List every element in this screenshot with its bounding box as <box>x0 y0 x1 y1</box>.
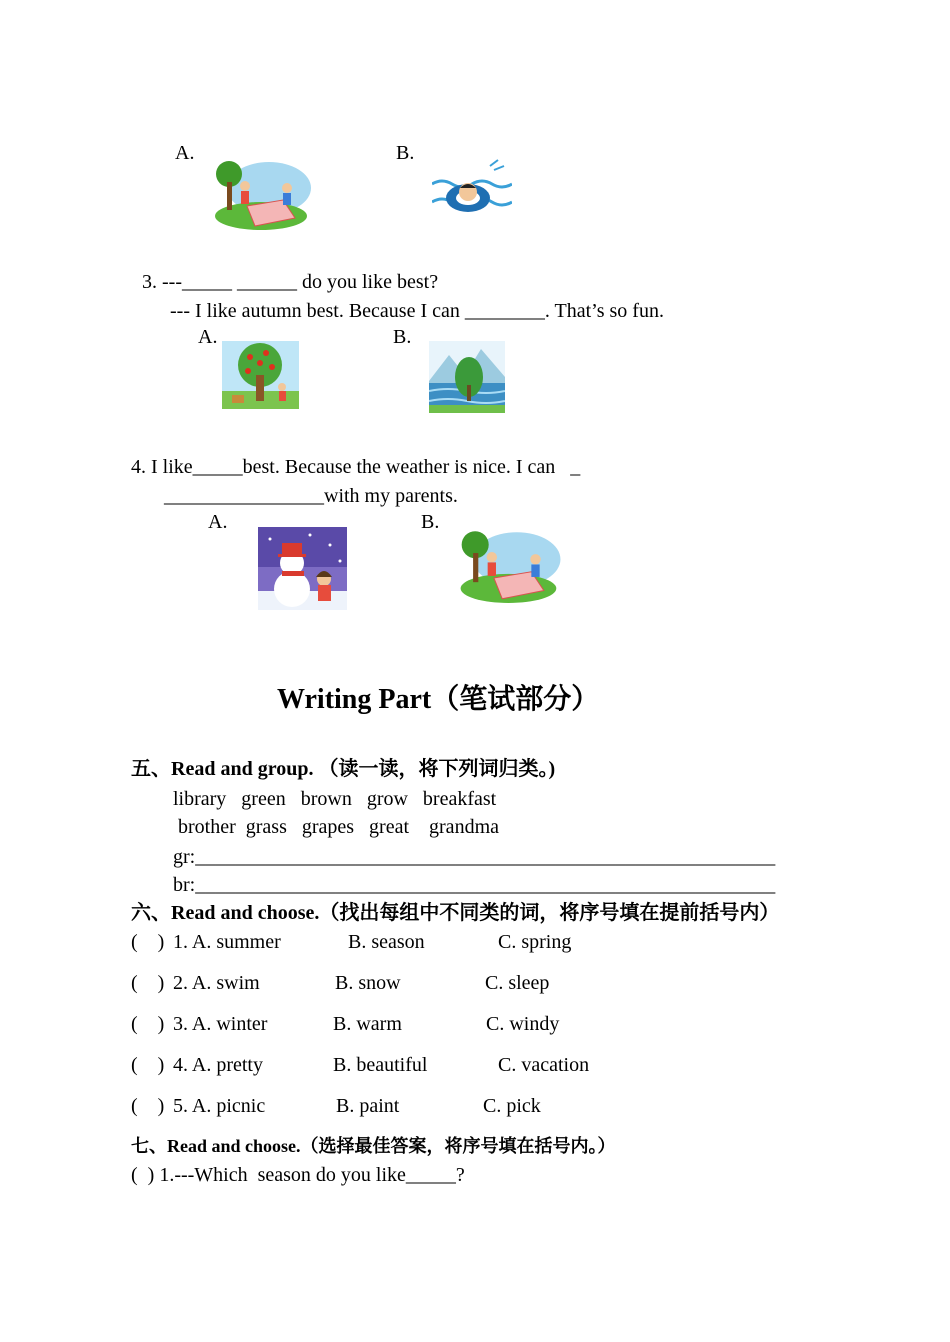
section5-br-line: br:__________________________________________________________ <box>173 874 776 896</box>
q4-option-b-label: B. <box>421 511 440 533</box>
section6-item-paren: ( ) <box>131 1054 165 1076</box>
section6-heading: 六、Read and choose.（找出每组中不同类的词，将序号填在提前括号内） <box>131 902 780 924</box>
section6-item-c: C. pick <box>483 1095 541 1117</box>
section6-item-b: B. paint <box>336 1095 400 1117</box>
section6-item-a: 2. A. swim <box>173 972 260 994</box>
section6-item-b: B. season <box>348 931 425 953</box>
section6-item-c: C. spring <box>498 931 572 953</box>
writing-part-title: Writing Part（笔试部分） <box>277 684 600 715</box>
q3-question: 3. ---_____ ______ do you like best? <box>142 271 439 293</box>
snowman-icon <box>258 527 347 610</box>
section5-words-line1: library green brown grow breakfast <box>173 788 497 810</box>
section6-item-paren: ( ) <box>131 1013 165 1035</box>
q4-option-a-label: A. <box>208 511 228 533</box>
q3-option-b-label: B. <box>393 326 412 348</box>
section6-item-c: C. sleep <box>485 972 550 994</box>
section5-words-line2: brother grass grapes great grandma <box>178 816 499 838</box>
section7-heading: 七、Read and choose.（选择最佳答案，将序号填在括号内。） <box>131 1136 616 1156</box>
section6-item-paren: ( ) <box>131 1095 165 1117</box>
q3-answer: --- I like autumn best. Because I can ________. That’s so fun. <box>170 300 664 322</box>
apple-tree-icon <box>222 341 299 409</box>
q4-line1: 4. I like_____best. Because the weather is nice. I can _ <box>131 456 581 478</box>
section6-item-b: B. beautiful <box>333 1054 428 1076</box>
q2-option-a-label: A. <box>175 142 195 164</box>
swimming-icon <box>432 156 512 226</box>
section6-item-paren: ( ) <box>131 972 165 994</box>
section6-item-a: 3. A. winter <box>173 1013 268 1035</box>
section7-q1: ( ) 1.---Which season do you like_____? <box>131 1164 465 1186</box>
section6-item-c: C. windy <box>486 1013 560 1035</box>
section5-heading: 五、Read and group. （读一读，将下列词归类。) <box>131 758 556 780</box>
section6-item-b: B. snow <box>335 972 401 994</box>
section6-item-a: 1. A. summer <box>173 931 281 953</box>
section6-item-paren: ( ) <box>131 931 165 953</box>
q3-option-a-label: A. <box>198 326 218 348</box>
q4-line2: ________________with my parents. <box>164 485 458 507</box>
section6-item-a: 4. A. pretty <box>173 1054 263 1076</box>
q2-option-b-label: B. <box>396 142 415 164</box>
picnic-icon <box>456 526 563 604</box>
section6-item-c: C. vacation <box>498 1054 590 1076</box>
section5-gr-line: gr:__________________________________________________________ <box>173 846 776 868</box>
mountain-river-icon <box>429 341 505 413</box>
picnic-icon <box>211 156 313 231</box>
section6-item-a: 5. A. picnic <box>173 1095 266 1117</box>
section6-item-b: B. warm <box>333 1013 402 1035</box>
